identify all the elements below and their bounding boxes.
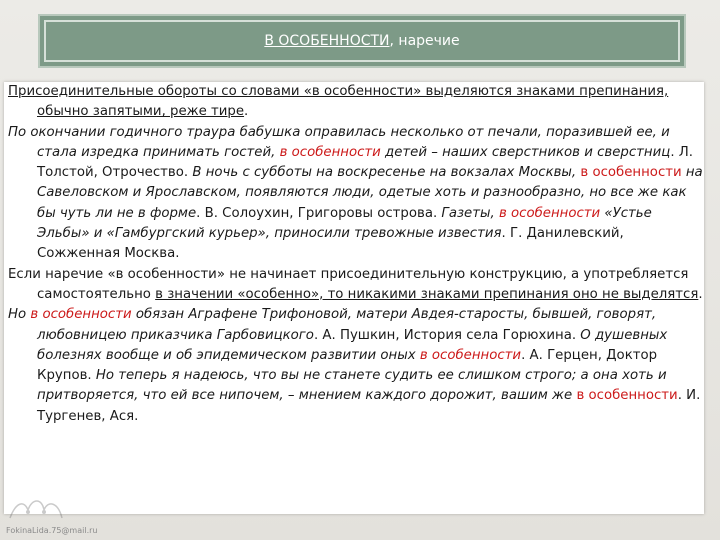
example-6-source: . И. Тургенев, Ася. [37, 388, 701, 424]
rule-text-block [4, 82, 704, 514]
example-4-source: . А. Пушкин, История села Горюхина. [313, 327, 581, 343]
rule-2-end: . [698, 286, 703, 302]
examples-paragraph-2 [4, 305, 704, 427]
example-1-text: По окончании годичного траура бабушка оправилась несколько от печали, поразившей ее, и стала изредка принимать гостей, [8, 124, 670, 160]
example-2-source: . В. Солоухин, Григоровы острова. [196, 205, 442, 221]
example-3-text-cont: «Устье Эльбы» и «Гамбургский курьер», приносили тревожные известия [37, 205, 652, 242]
rule-paragraph-1 [4, 82, 704, 123]
example-5-source: . А. Герцен, Доктор Крупов. [37, 347, 658, 384]
example-5-text: О душевных болезнях вообще и об эпидемическом развитии оных [37, 327, 668, 363]
title-part-of-speech: , наречие [389, 33, 460, 49]
example-2-text-cont: на Савеловском и Ярославском, появляются люди, одетые хоть и разнообразно, но все же как бы чуть ли не в форме [37, 165, 703, 221]
example-4-highlight: в особенности [30, 307, 132, 323]
example-1-source: . Л. Толстой, Отрочество. [37, 144, 694, 181]
example-6-text: Но теперь я надеюсь, что вы не станете судить ее слишком строго; а она хоть и притворяется, что ей все нипочем, – мнением каждого дорожит, вашим же [37, 368, 667, 404]
author-watermark: FokinaLida.75@mail.ru [6, 526, 98, 535]
rule-2-text: Если наречие «в особенности» не начинает присоединительную конструкцию, а употребляется самостоятельно [8, 266, 689, 302]
example-5-highlight: в особенности [419, 347, 522, 363]
slide-title [264, 33, 459, 49]
example-4-text: Но [8, 307, 31, 323]
example-2-text: В ночь с субботы на воскресенье на вокзалах Москвы, [192, 165, 581, 181]
example-3-source: . Г. Данилевский, Сожженная Москва. [37, 226, 624, 262]
example-3-text: Газеты, [441, 205, 499, 221]
example-1-highlight: в особенности [279, 144, 381, 160]
rule-paragraph-2 [4, 265, 704, 306]
rule-1-end: . [244, 104, 249, 120]
example-6-highlight: в особенности [576, 388, 678, 404]
slide-header [38, 14, 686, 68]
rule-1-text: Присоединительные обороты со словами «в особенности» выделяются знаками препинания, обычно запятыми, реже тире [8, 84, 669, 120]
rule-2-underlined: в значении «особенно», то никакими знаками препинания оно не выделятся [155, 286, 699, 302]
title-term: В ОСОБЕННОСТИ [264, 33, 390, 49]
floral-ornament-icon [6, 492, 66, 522]
example-4-text-cont: обязан Аграфене Трифоновой, матери Авдея-старосты, бывшей, говорят, любовницею приказчика Гарбовицкого [37, 307, 657, 343]
example-2-highlight: в особенности [580, 165, 682, 181]
examples-paragraph-1 [4, 123, 704, 265]
example-1-text-cont: детей – наших сверстников и сверстниц [380, 144, 671, 160]
example-3-highlight: в особенности [498, 205, 601, 221]
